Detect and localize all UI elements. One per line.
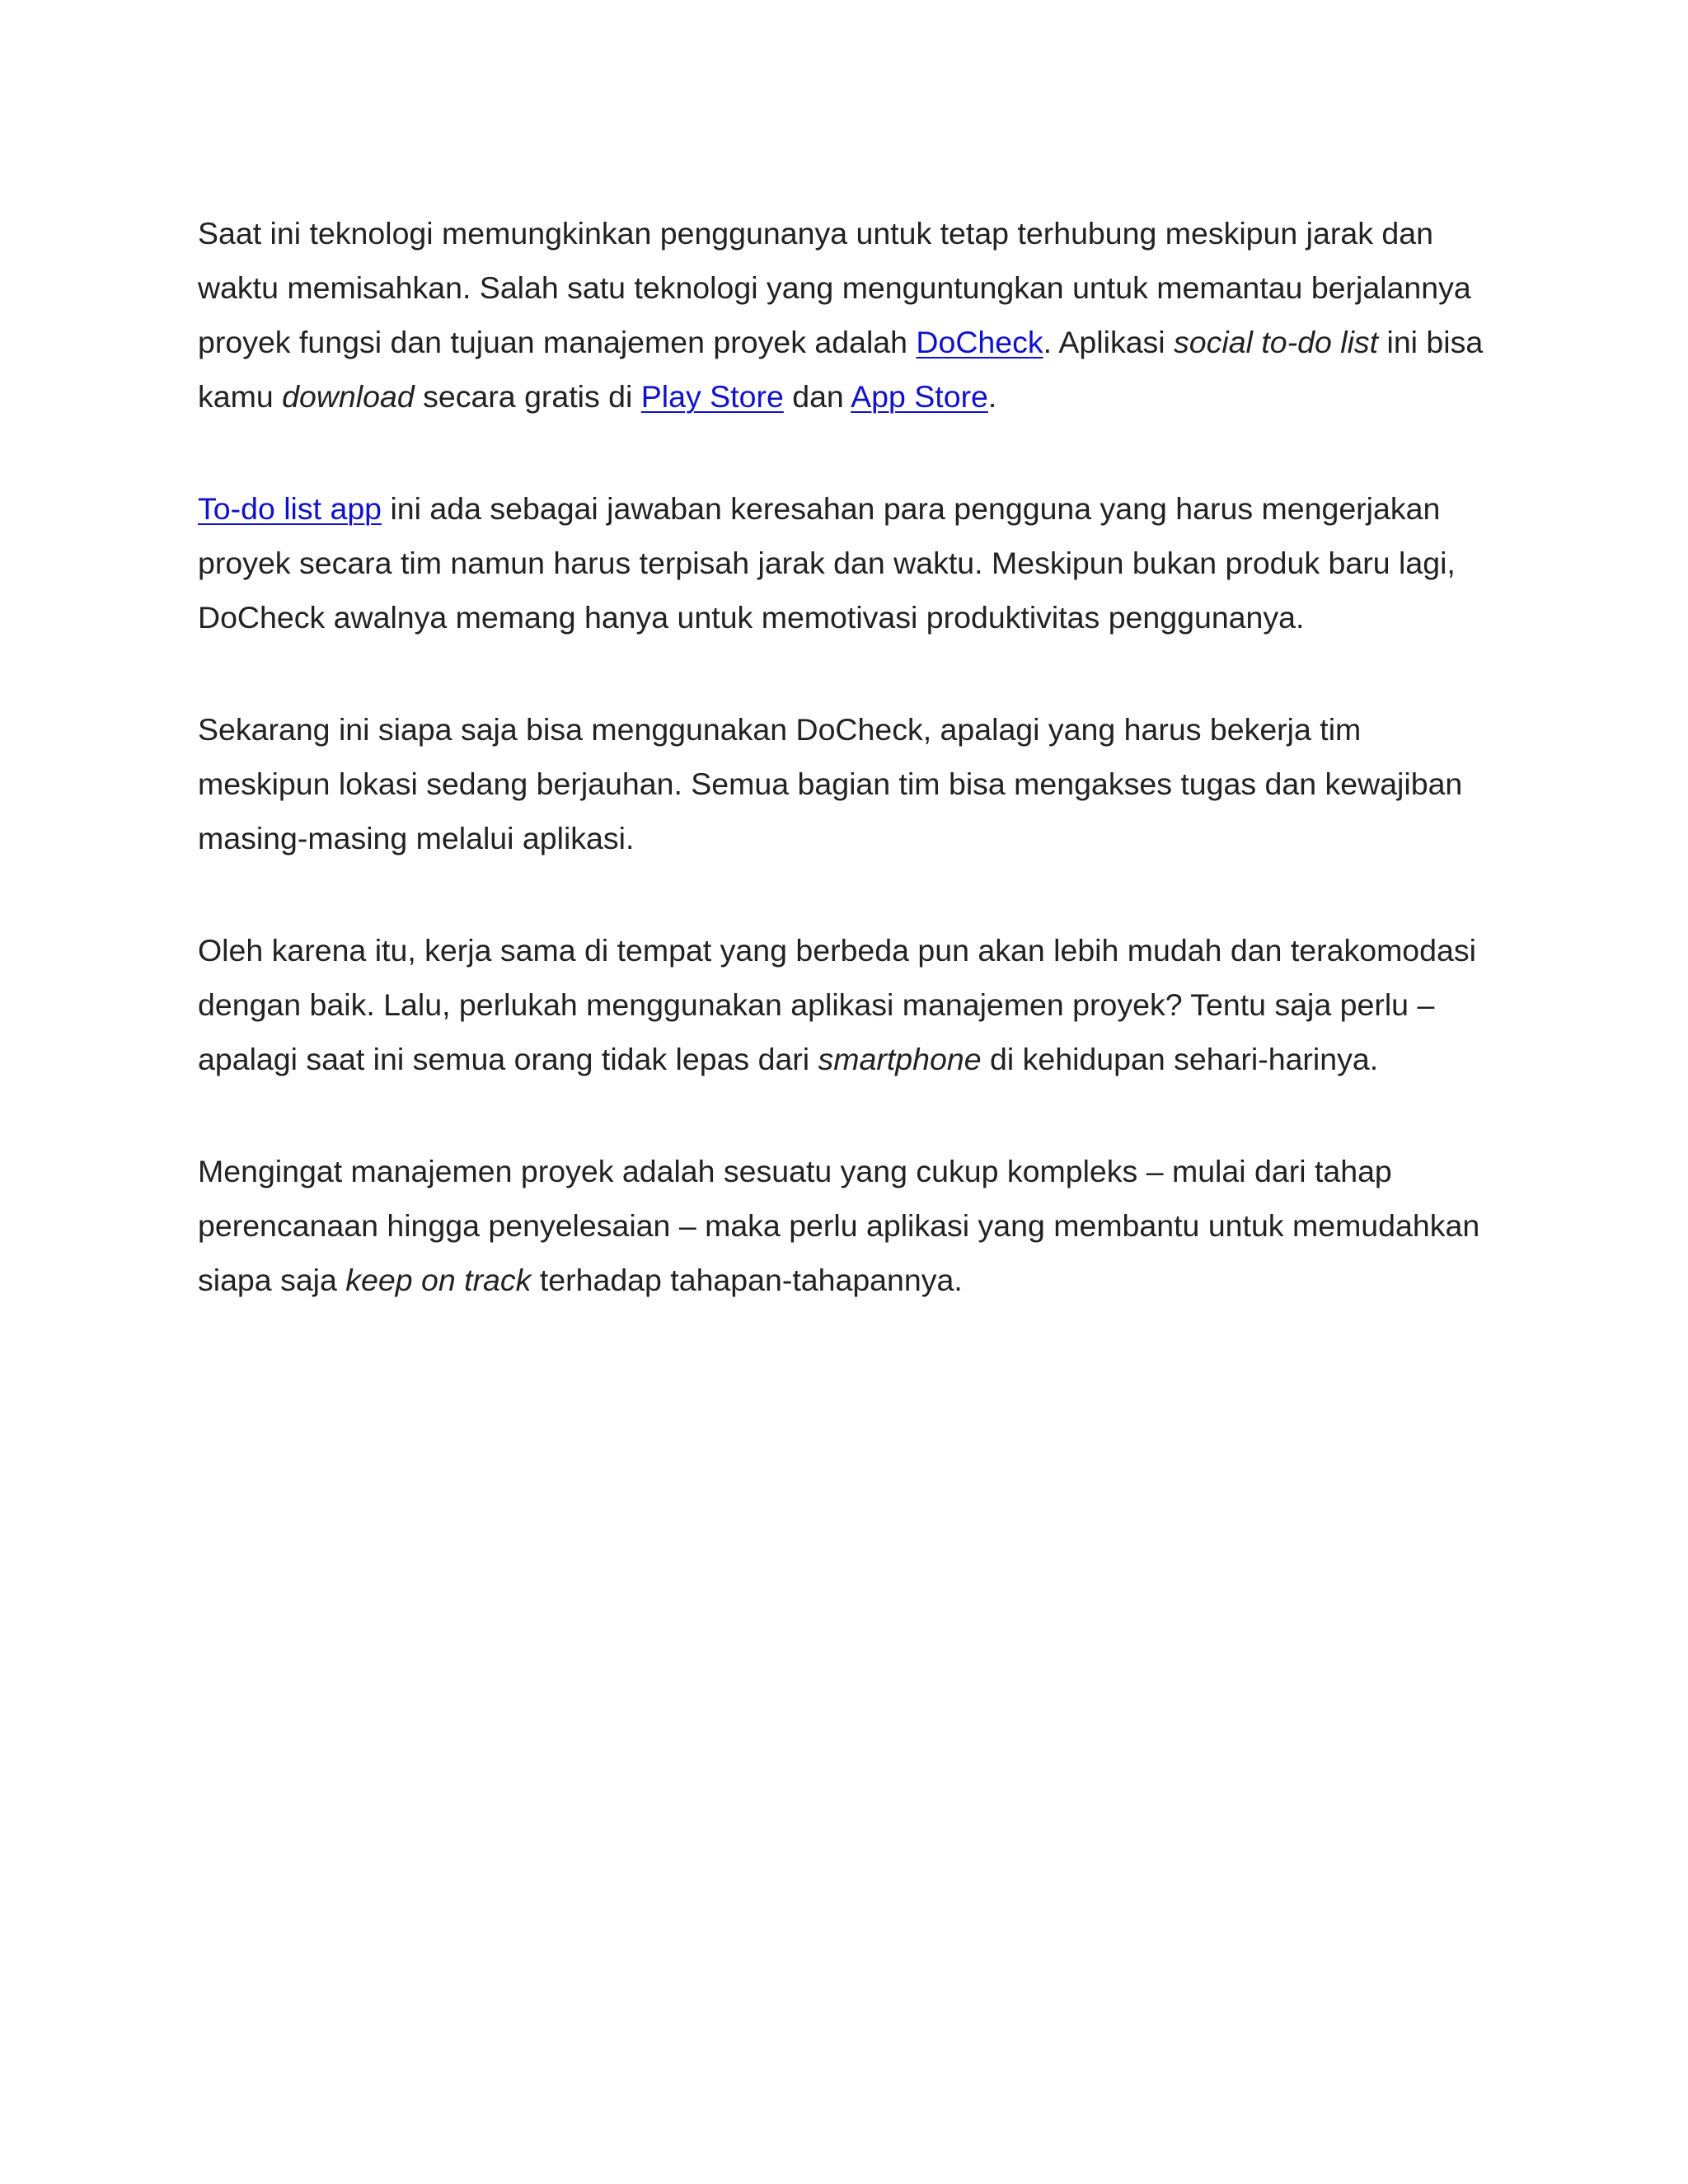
paragraph-text: dan — [783, 379, 851, 414]
paragraph-3 — [198, 702, 1500, 865]
paragraph-text: di kehidupan sehari-harinya. — [981, 1042, 1379, 1076]
paragraph-5 — [198, 1144, 1500, 1307]
paragraph-1 — [198, 206, 1500, 424]
paragraph-text: terhadap tahapan-tahapannya. — [531, 1263, 963, 1297]
paragraph-text: ini ada sebagai jawaban keresahan para pengguna yang harus mengerjakan proyek secara tim namun harus terpisah jarak dan waktu. Meskipun bukan produk baru lagi, DoCheck awalnya memang hanya untuk memotivasi produktivitas penggunanya. — [198, 491, 1456, 635]
todo-list-app-link[interactable]: To-do list app — [198, 491, 382, 526]
italic-text-smartphone: smartphone — [818, 1042, 982, 1076]
italic-text-download: download — [282, 379, 415, 414]
paragraph-text: . — [987, 379, 997, 414]
paragraph-text: Oleh karena itu, kerja sama di tempat yang berbeda pun akan lebih mudah dan terakomodasi dengan baik. Lalu, perlukah menggunakan aplikasi manajemen proyek? Tentu saja perlu – apalagi saat ini semua orang tidak lepas dari — [198, 933, 1476, 1076]
italic-text-keep-on-track: keep on track — [345, 1263, 532, 1297]
paragraph-2 — [198, 481, 1500, 644]
paragraph-text: ini bisa kamu — [198, 325, 1484, 414]
paragraph-text: secara gratis di — [414, 379, 641, 414]
paragraph-text: . Aplikasi — [1043, 325, 1175, 359]
document-body — [198, 206, 1500, 1365]
docheck-link[interactable]: DoCheck — [916, 325, 1043, 359]
play-store-link[interactable]: Play Store — [640, 379, 784, 414]
paragraph-text: Mengingat manajemen proyek adalah sesuatu yang cukup kompleks – mulai dari tahap perencanaan hingga penyelesaian – maka perlu aplikasi yang membantu untuk memudahkan siapa saja — [198, 1154, 1480, 1297]
italic-text-social: social to-do list — [1174, 325, 1379, 359]
app-store-link[interactable]: App Store — [851, 379, 988, 414]
paragraph-text: Saat ini teknologi memungkinkan penggunanya untuk tetap terhubung meskipun jarak dan waktu memisahkan. Salah satu teknologi yang menguntungkan untuk memantau berjalannya proyek fungsi dan tujuan manajemen proyek adalah — [198, 216, 1471, 359]
paragraph-4 — [198, 923, 1500, 1086]
paragraph-text: Sekarang ini siapa saja bisa menggunakan DoCheck, apalagi yang harus bekerja tim meskipun lokasi sedang berjauhan. Semua bagian tim bisa mengakses tugas dan kewajiban masing-masing melalui aplikasi. — [198, 712, 1463, 855]
